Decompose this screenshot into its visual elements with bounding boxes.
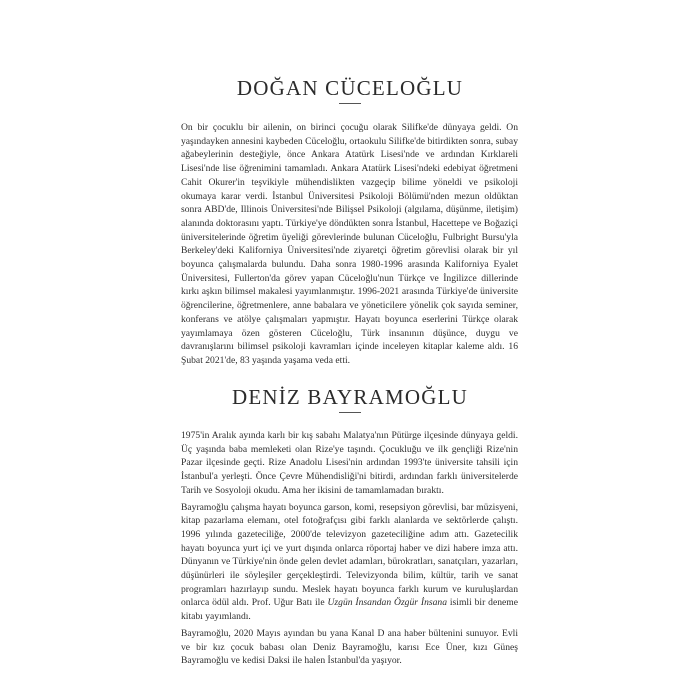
title-divider (339, 103, 361, 104)
bio-paragraph: Bayramoğlu, 2020 Mayıs ayından bu yana Kanal D ana haber bültenini sunuyor. Evli ve bir kız çocuk babası olan Deniz Bayramoğlu, karısı Ece Üner, kızı Güneş Bayramoğlu ve kedisi Daksi ile halen İstanbul'da yaşıyor. (181, 627, 518, 667)
book-title: Uzgün İnsandan Özgür İnsana (327, 597, 447, 609)
title-divider (339, 412, 361, 413)
bio-paragraph (181, 501, 518, 624)
bio-paragraph-text: Bayramoğlu çalışma hayatı boyunca garson, komi, resepsiyon görevlisi, bar müzisyeni, kitap pazarlama elemanı, otel fotoğrafçısı gibi farklı alanlarda ve sektörlerde çalıştı. 1996 yılında gazeteciliğe, 2000'de televizyon gazeteciliğine adım attı. Gazetecilik hayatı boyunca yurt içi ve yurt dışında onlarca röportaj haber ve dizi habere imza attı. Dünyanın ve Türkiye'nin önde gelen devlet adamları, bürokratları, sanatçıları, yazarları, düşünürleri ile söyleşiler gerçekleştirdi. Televizyonda bilim, kültür, tarih ve sanat programları hazırlayıp sundu. Meslek hayatı boyunca farklı kurum ve kuruluşlardan onlarca ödül aldı. Prof. Uğur Batı ile (181, 501, 518, 609)
author-name-bayramoglu: DENİZ BAYRAMOĞLU (231, 385, 468, 409)
bio-paragraph: 1975'in Aralık ayında karlı bir kış sabahı Malatya'nın Pütürge ilçesinde dünyaya geldi. Üç yaşında baba memleketi olan Rize'ye taşındı. Çocukluğu ve ilk gençliği Rize'nin Pazar ilçesinde geçti. Rize Anadolu Lisesi'nin ardından 1993'te üniversite tahsili için İstanbul'a yerleşti. Önce Çevre Mühendisliği'ni bitirdi, ardından farklı üniversitelerde Tarih ve Sosyoloji okudu. Ama her ikisini de tamamlamadan bıraktı. (181, 430, 518, 496)
author-bio-cuceloglu (181, 121, 518, 368)
author-bio-bayramoglu (181, 429, 518, 668)
author-name-cuceloglu: DOĞAN CÜCELOĞLU (236, 76, 464, 100)
bio-paragraph: On bir çocuklu bir ailenin, on birinci çocuğu olarak Silifke'de dünyaya geldi. On yaşındayken annesini kaybeden Cüceloğlu, ortaokulu Silifke'de bitirdikten sonra, subay ağabeylerinin desteğiyle, önce Ankara Atatürk Lisesi'nde ve ardından Kırklareli Lisesi'nde lise öğrenimini tamamladı. Ankara Atatürk Lisesi'ndeki edebiyat öğretmeni Cahit Okurer'in teşvikiyle mühendislikten vazgeçip bilime yöneldi ve psikoloji okumaya karar verdi. İstanbul Üniversitesi Psikoloji Bölümü'nden mezun oldüktan sonra ABD'de, Illinois Üniversitesi'nde Bilişsel Psikoloji (algılama, düşünme, iletişim) alanında doktorasını yaptı. Türkiye'ye döndükten sonra İstanbul, Hacettepe ve Boğaziçi üniversitelerinde öğretim üyeliği görevlerinde bulunan Cüceloğlu, Fulbright Bursu'yla Berkeley'deki Kaliforniya Üniversitesi'nde ziyaretçi öğretim görevlisi olarak bir yıl boyunca çalışmalarda bulundu. Daha sonra 1980-1996 arasında Kaliforniya Eyalet Üniversitesi, Fullerton'da görev yapan Cüceloğlu'nun Türkçe ve İngilizce dillerinde kırkı aşkın bilimsel makalesi yayımlanmıştır. 1996-2021 arasında Türkiye'de üniversite öğrencilerine, öğretmenlere, anne babalara ve yöneticilere yönelik çok sayıda seminer, konferans ve atölye çalışmaları yapmıştır. Hayatı boyunca eserlerini Türkçe olarak yayımlamaya özen gösteren Cüceloğlu, Türk insanının düşünce, duygu ve davranışlarını bilimsel psikoloji kavramları içinde inceleyen kitaplar kaleme aldı. 16 Şubat 2021'de, 83 yaşında yaşama veda etti. (181, 122, 518, 366)
bio-paragraph-text: isimli bir deneme kitabı yayımlandı. (181, 597, 518, 623)
